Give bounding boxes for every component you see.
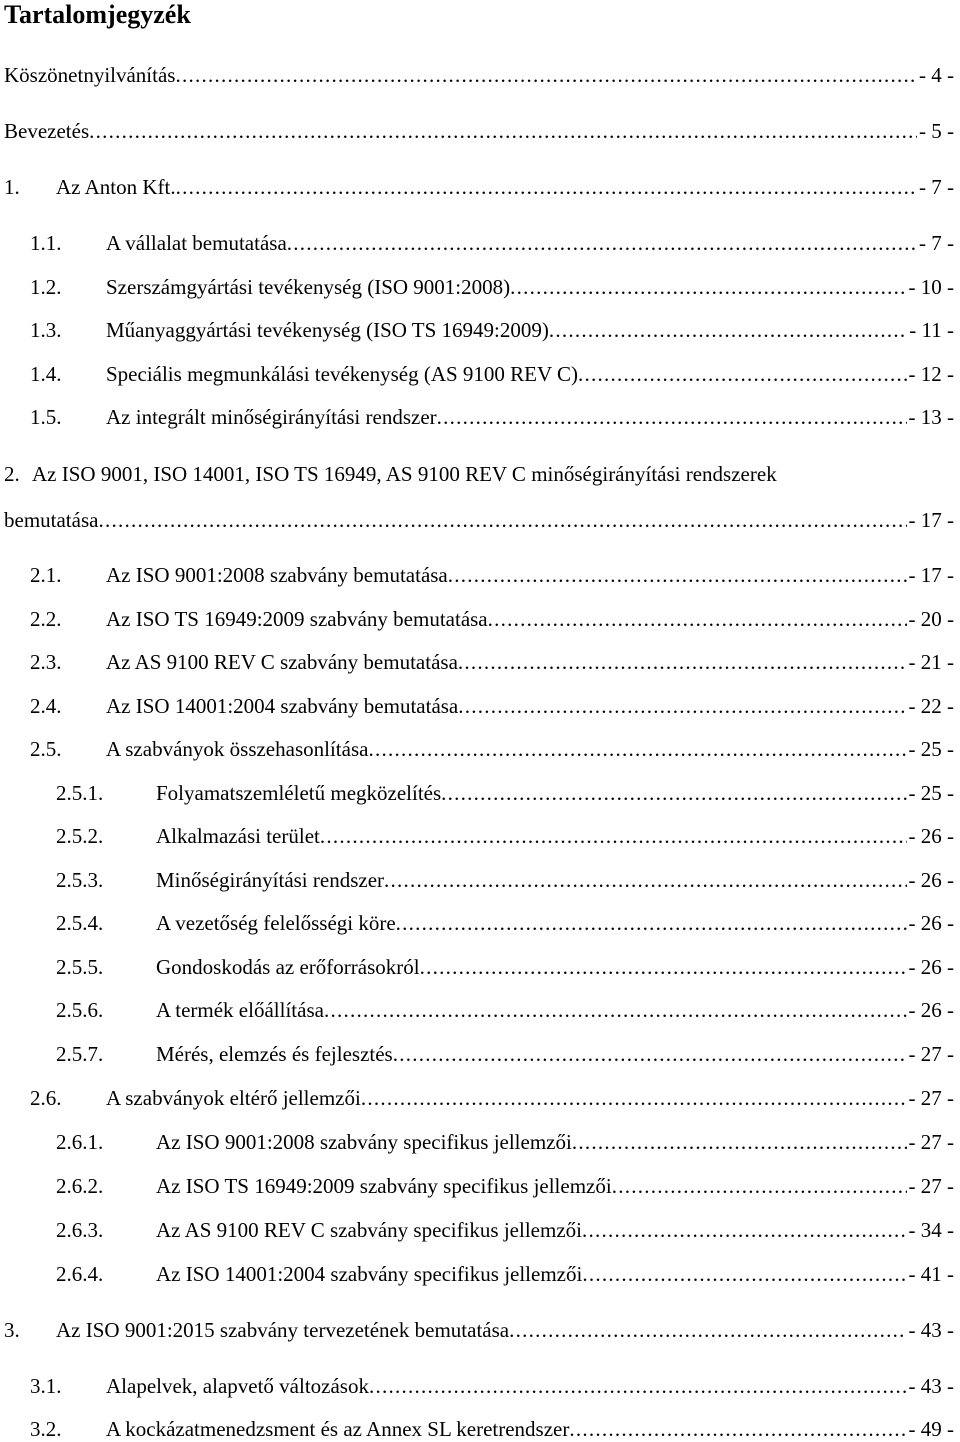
- toc-entry-text: Az ISO 9001:2008 szabvány specifikus jellemzői: [156, 1130, 572, 1154]
- toc-entry-number: 1.: [4, 175, 20, 199]
- toc-entry-number: 2.6.3.: [56, 1218, 104, 1242]
- toc-entry-number: 3.1.: [30, 1374, 62, 1398]
- toc-entry-number: 2.5.7.: [56, 1042, 104, 1066]
- toc-entry-number: 2.5.1.: [56, 781, 104, 805]
- toc-leader: [582, 1217, 907, 1243]
- toc-page-number: - 21 -: [908, 650, 954, 674]
- toc-page-number: - 7 -: [919, 175, 954, 199]
- toc-entry-number: 2.5.3.: [56, 868, 104, 892]
- toc-entry-number: 2.5.: [30, 737, 62, 761]
- toc-entry-number: 2.5.4.: [56, 911, 104, 935]
- toc-page-number: - 27 -: [908, 1042, 954, 1066]
- toc-entry-text: Folyamatszemléletű megközelítés: [156, 781, 442, 805]
- toc-entry-text: Gondoskodás az erőforrásokról: [156, 955, 420, 979]
- toc-leader: [458, 693, 906, 719]
- toc-entry-number: 2.6.2.: [56, 1174, 104, 1198]
- toc-entry-text: Az Anton Kft.: [56, 175, 176, 199]
- toc-page-number: - 17 -: [908, 508, 954, 532]
- toc-entry-number: 2.4.: [30, 694, 62, 718]
- toc-entry-number: 1.3.: [30, 318, 62, 342]
- toc-entry[interactable]: [4, 174, 954, 200]
- toc-page-number: - 7 -: [919, 231, 954, 255]
- toc-entry-number: 2.5.2.: [56, 824, 104, 848]
- toc-leader: [369, 1373, 907, 1399]
- toc-page-number: - 26 -: [908, 911, 954, 935]
- toc-entry-text: Szerszámgyártási tevékenység (ISO 9001:2008): [106, 275, 511, 299]
- toc-leader: [393, 1041, 907, 1067]
- toc-entry-number: 3.: [4, 1318, 20, 1342]
- toc-entry[interactable]: [30, 230, 954, 256]
- toc-leader: [320, 823, 907, 849]
- toc-entry-number: 2.2.: [30, 607, 62, 631]
- toc-leader: [572, 1129, 907, 1155]
- toc-page-number: - 43 -: [908, 1374, 954, 1398]
- toc-entry-text: Az ISO TS 16949:2009 szabvány specifikus jellemzői: [156, 1174, 612, 1198]
- toc-page-number: - 13 -: [908, 405, 954, 429]
- toc-leader: [361, 1085, 907, 1111]
- toc-entry-number: 2.3.: [30, 650, 62, 674]
- toc-entry-number: 1.1.: [30, 231, 62, 255]
- toc-leader: [420, 954, 907, 980]
- toc-entry[interactable]: [56, 867, 954, 893]
- toc-entry[interactable]: [30, 1373, 954, 1399]
- toc-page-number: - 34 -: [908, 1218, 954, 1242]
- toc-entry-number: 1.2.: [30, 275, 62, 299]
- toc-entry[interactable]: [30, 606, 954, 632]
- toc-entry[interactable]: [30, 649, 954, 675]
- toc-leader: [437, 404, 907, 430]
- toc-page-number: - 26 -: [908, 998, 954, 1022]
- toc-entry[interactable]: [4, 1317, 954, 1343]
- toc-entry-text: A termék előállítása: [156, 998, 324, 1022]
- toc-leader: [396, 910, 907, 936]
- toc-leader: [287, 230, 917, 256]
- toc-leader: [612, 1173, 907, 1199]
- toc-page-number: - 43 -: [908, 1318, 954, 1342]
- toc-leader: [368, 736, 906, 762]
- toc-leader: [448, 562, 907, 588]
- toc-entry-number: 2.5.5.: [56, 955, 104, 979]
- toc-entry-text: A kockázatmenedzsment és az Annex SL keretrendszer: [106, 1417, 570, 1441]
- toc-leader: [488, 606, 907, 632]
- toc-entry-number: 1.5.: [30, 405, 62, 429]
- toc-entry[interactable]: [30, 404, 954, 430]
- toc-leader: [175, 62, 917, 88]
- toc-page-number: - 4 -: [919, 63, 954, 87]
- toc-leader: [384, 867, 906, 893]
- toc-entry-number: 2.6.4.: [56, 1262, 104, 1286]
- toc-page-number: - 22 -: [908, 694, 954, 718]
- toc-entry-text: Mérés, elemzés és fejlesztés: [156, 1042, 393, 1066]
- toc-entry[interactable]: [30, 1085, 954, 1111]
- toc-entry-text: Műanyaggyártási tevékenység (ISO TS 16949:2009): [106, 318, 549, 342]
- page-title: Tartalomjegyzék: [4, 0, 191, 29]
- toc-entry[interactable]: [30, 361, 954, 387]
- toc-entry-number: 1.4.: [30, 362, 62, 386]
- toc-leader: [578, 361, 906, 387]
- toc-leader: [98, 507, 906, 533]
- toc-entry-text: Köszönetnyilvánítás: [4, 63, 176, 87]
- toc-page-number: - 10 -: [908, 275, 954, 299]
- toc-entry[interactable]: [56, 997, 954, 1023]
- toc-leader: [569, 1416, 906, 1442]
- toc-leader: [89, 118, 917, 144]
- toc-entry[interactable]: [56, 823, 954, 849]
- toc-entry-text: Bevezetés: [4, 119, 90, 143]
- toc-entry[interactable]: [56, 1041, 954, 1067]
- toc-entry-text: A vállalat bemutatása: [106, 231, 287, 255]
- toc-entry-text: Az ISO TS 16949:2009 szabvány bemutatása: [106, 607, 488, 631]
- toc-entry-text: Az ISO 14001:2004 szabvány bemutatása: [106, 694, 459, 718]
- toc-entry-text: Speciális megmunkálási tevékenység (AS 9100 REV C): [106, 362, 579, 386]
- toc-page-number: - 11 -: [909, 318, 954, 342]
- toc-entry-text: Az ISO 9001, ISO 14001, ISO TS 16949, AS 9100 REV C minőségirányítási rendszerek: [32, 462, 777, 486]
- toc-page-number: - 5 -: [919, 119, 954, 143]
- toc-entry-text: Alapelvek, alapvető változások: [106, 1374, 369, 1398]
- toc-entry[interactable]: [56, 954, 954, 980]
- toc-page-number: - 27 -: [908, 1130, 954, 1154]
- toc-page-number: - 20 -: [908, 607, 954, 631]
- toc-page-number: - 25 -: [908, 737, 954, 761]
- toc-entry[interactable]: [30, 736, 954, 762]
- toc-entry-text: A vezetőség felelősségi köre: [156, 911, 396, 935]
- toc-entry-number: 2.: [4, 462, 20, 486]
- toc-entry[interactable]: [56, 910, 954, 936]
- toc-page-number: - 25 -: [908, 781, 954, 805]
- toc-entry-number: 2.1.: [30, 563, 62, 587]
- toc-entry[interactable]: [56, 780, 954, 806]
- toc-entry[interactable]: [30, 317, 954, 343]
- toc-entry-number: 2.5.6.: [56, 998, 104, 1022]
- toc-entry-text: A szabványok eltérő jellemzői: [106, 1086, 361, 1110]
- toc-leader: [324, 997, 907, 1023]
- toc-entry-number: 3.2.: [30, 1417, 62, 1441]
- toc-entry[interactable]: [56, 1261, 954, 1287]
- toc-entry-text: Az ISO 9001:2015 szabvány tervezetének bemutatása: [56, 1318, 510, 1342]
- toc-entry[interactable]: [56, 1217, 954, 1243]
- toc-leader: [582, 1261, 906, 1287]
- toc-page-number: - 41 -: [908, 1262, 954, 1286]
- toc-entry-text: Az AS 9100 REV C szabvány specifikus jellemzői: [156, 1218, 582, 1242]
- toc-entry-text: Az ISO 9001:2008 szabvány bemutatása: [106, 563, 448, 587]
- toc-page-number: - 12 -: [908, 362, 954, 386]
- toc-leader: [441, 780, 906, 806]
- toc-entry-text: A szabványok összehasonlítása: [106, 737, 369, 761]
- toc-page-number: - 49 -: [908, 1417, 954, 1441]
- toc-entry[interactable]: [4, 507, 954, 533]
- toc-entry-number: 2.6.: [30, 1086, 62, 1110]
- toc-leader: [509, 1317, 906, 1343]
- toc-leader: [458, 649, 907, 675]
- toc-entry[interactable]: [30, 693, 954, 719]
- toc-entry[interactable]: [4, 118, 954, 144]
- toc-page-number: - 26 -: [908, 955, 954, 979]
- toc-leader: [549, 317, 907, 343]
- toc-entry[interactable]: [30, 562, 954, 588]
- toc-page-number: - 26 -: [908, 868, 954, 892]
- toc-entry-number: 2.6.1.: [56, 1130, 104, 1154]
- toc-entry[interactable]: [56, 1173, 954, 1199]
- toc-entry-text: Alkalmazási terület: [156, 824, 320, 848]
- toc-entry-text: Az AS 9100 REV C szabvány bemutatása: [106, 650, 458, 674]
- toc-page-number: - 26 -: [908, 824, 954, 848]
- toc-leader: [510, 274, 906, 300]
- toc-entry-text: Az ISO 14001:2004 szabvány specifikus jellemzői: [156, 1262, 583, 1286]
- toc-page-number: - 27 -: [908, 1086, 954, 1110]
- toc-leader: [176, 174, 917, 200]
- toc-entry[interactable]: [30, 1416, 954, 1442]
- toc-entry-text: Minőségirányítási rendszer: [156, 868, 385, 892]
- toc-entry[interactable]: [56, 1129, 954, 1155]
- toc-entry-text-continued: bemutatása: [4, 508, 99, 532]
- toc-entry-text: Az integrált minőségirányítási rendszer: [106, 405, 437, 429]
- toc-page-number: - 17 -: [908, 563, 954, 587]
- toc-entry[interactable]: [4, 62, 954, 88]
- toc-entry[interactable]: [30, 274, 954, 300]
- toc-entry-first-line[interactable]: [4, 461, 954, 487]
- toc-page-number: - 27 -: [908, 1174, 954, 1198]
